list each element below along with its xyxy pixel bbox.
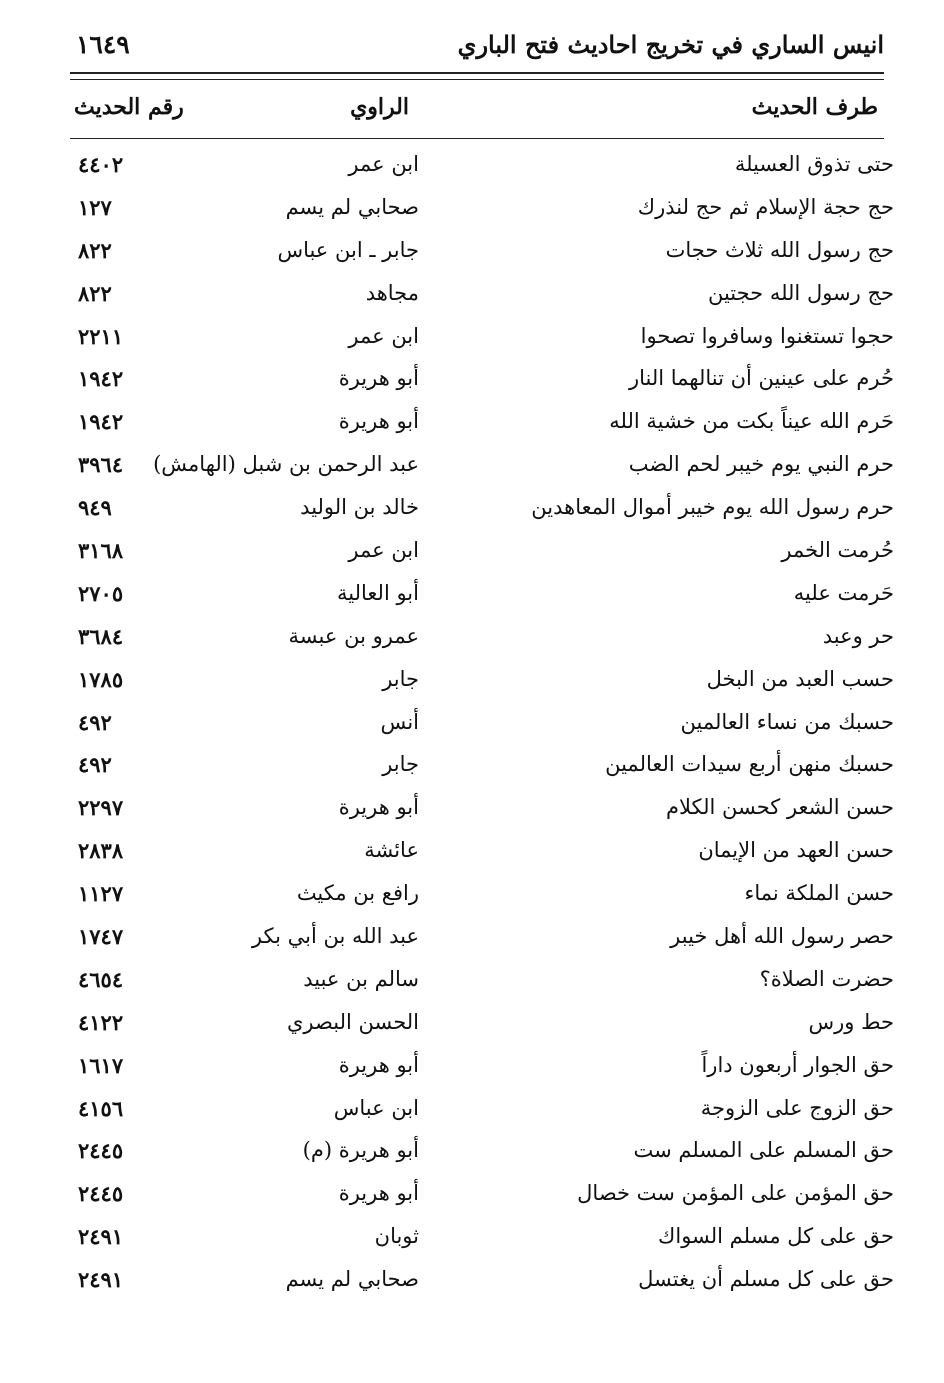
hadith-number: ٤١٢٢ xyxy=(78,1009,124,1035)
table-row xyxy=(70,1004,894,1047)
hadith-number: ٣١٦٨ xyxy=(78,538,124,564)
column-header-narrator: الراوي xyxy=(350,94,409,120)
hadith-number: ٢٧٠٥ xyxy=(78,580,124,606)
hadith-text: حَرمت عليه xyxy=(793,580,894,605)
hadith-number: ٢٢٩٧ xyxy=(78,795,124,821)
table-row xyxy=(70,575,894,618)
narrator-name: أبو هريرة xyxy=(338,1052,419,1077)
header-rule-thin xyxy=(70,79,884,80)
table-row xyxy=(70,661,894,704)
hadith-number: ٤٩٢ xyxy=(78,709,112,735)
hadith-text: حط ورس xyxy=(808,1009,894,1034)
hadith-text: حق المؤمن على المؤمن ست خصال xyxy=(577,1181,894,1206)
hadith-text: حر وعبد xyxy=(822,623,894,648)
table-row xyxy=(70,746,894,789)
hadith-text: حجوا تستغنوا وسافروا تصحوا xyxy=(640,323,894,348)
hadith-number: ٨٢٢ xyxy=(78,237,112,263)
table-row xyxy=(70,1218,894,1261)
table-row xyxy=(70,275,894,318)
hadith-text: حتى تذوق العسيلة xyxy=(734,152,894,176)
hadith-text: حسن الشعر كحسن الكلام xyxy=(665,795,894,820)
table-row xyxy=(70,489,894,532)
narrator-name: أبو العالية xyxy=(337,580,419,605)
hadith-text: حسبك منهن أربع سيدات العالمين xyxy=(605,752,894,777)
narrator-name: مجاهد xyxy=(365,280,419,305)
table-row xyxy=(70,1175,894,1218)
index-table xyxy=(70,146,894,1304)
table-row xyxy=(70,403,894,446)
hadith-number: ٣٦٨٤ xyxy=(78,623,124,649)
narrator-name: خالد بن الوليد xyxy=(300,495,419,520)
hadith-number: ٤١٥٦ xyxy=(78,1095,124,1121)
narrator-name: أبو هريرة xyxy=(338,366,419,391)
table-row xyxy=(70,618,894,661)
hadith-text: حسن العهد من الإيمان xyxy=(698,838,894,863)
narrator-name: ابن عباس xyxy=(333,1095,419,1120)
narrator-name: عائشة xyxy=(364,838,419,863)
narrator-name: عمرو بن عبسة xyxy=(288,623,419,648)
table-row xyxy=(70,360,894,403)
table-row xyxy=(70,704,894,747)
hadith-number: ٢٤٩١ xyxy=(78,1267,124,1293)
narrator-name: عبد الرحمن بن شبل (الهامش) xyxy=(153,452,419,477)
narrator-name: جابر ـ ابن عباس xyxy=(277,237,419,262)
table-row xyxy=(70,1090,894,1133)
narrator-name: ابن عمر xyxy=(348,152,419,176)
column-header-hadith: طرف الحديث xyxy=(751,94,878,120)
table-row xyxy=(70,1132,894,1175)
hadith-text: حضرت الصلاة؟ xyxy=(759,966,894,991)
table-row xyxy=(70,789,894,832)
narrator-name: أبو هريرة xyxy=(338,795,419,820)
hadith-text: حق المسلم على المسلم ست xyxy=(633,1138,894,1163)
table-row xyxy=(70,918,894,961)
hadith-number: ٢٤٤٥ xyxy=(78,1138,124,1164)
hadith-text: حج حجة الإسلام ثم حج لنذرك xyxy=(637,194,894,219)
hadith-number: ١٩٤٢ xyxy=(78,366,124,392)
table-row xyxy=(70,832,894,875)
table-row xyxy=(70,1047,894,1090)
narrator-name: رافع بن مكيث xyxy=(296,881,419,906)
hadith-number: ٢٢١١ xyxy=(78,323,124,349)
narrator-name: الحسن البصري xyxy=(287,1009,419,1034)
narrator-name: جابر xyxy=(382,666,419,691)
column-header-number: رقم الحديث xyxy=(74,94,184,120)
hadith-text: حق الزوج على الزوجة xyxy=(700,1095,894,1120)
hadith-number: ٢٤٩١ xyxy=(78,1224,124,1250)
hadith-text: حرم رسول الله يوم خيبر أموال المعاهدين xyxy=(531,495,894,520)
table-row xyxy=(70,318,894,361)
table-row xyxy=(70,961,894,1004)
column-header-rule xyxy=(70,138,884,139)
hadith-text: حسن الملكة نماء xyxy=(744,881,894,906)
table-row xyxy=(70,1261,894,1304)
table-row xyxy=(70,232,894,275)
narrator-name: أبو هريرة xyxy=(338,1181,419,1206)
hadith-number: ٤٦٥٤ xyxy=(78,966,124,992)
hadith-number: ٩٤٩ xyxy=(78,495,112,521)
narrator-name: أبو هريرة xyxy=(338,409,419,434)
book-title: انيس الساري في تخريج احاديث فتح الباري xyxy=(457,30,884,59)
hadith-text: حق الجوار أربعون داراً xyxy=(701,1052,894,1077)
hadith-number: ٣٩٦٤ xyxy=(78,452,124,478)
narrator-name: ابن عمر xyxy=(348,323,419,348)
narrator-name: صحابي لم يسم xyxy=(285,194,419,219)
hadith-text: حج رسول الله ثلاث حجات xyxy=(665,237,894,262)
hadith-number: ١٩٤٢ xyxy=(78,409,124,435)
hadith-number: ٤٩٢ xyxy=(78,752,112,778)
hadith-number: ١٢٧ xyxy=(78,194,112,220)
hadith-text: حرم النبي يوم خيبر لحم الضب xyxy=(628,452,894,477)
running-header xyxy=(72,30,884,66)
hadith-number: ١٦١٧ xyxy=(78,1052,124,1078)
hadith-text: حَرم الله عيناً بكت من خشية الله xyxy=(609,409,894,434)
narrator-name: ابن عمر xyxy=(348,538,419,563)
table-row xyxy=(70,532,894,575)
hadith-number: ٢٨٣٨ xyxy=(78,838,124,864)
narrator-name: عبد الله بن أبي بكر xyxy=(251,924,419,949)
hadith-text: حُرم على عينين أن تنالهما النار xyxy=(628,366,894,391)
narrator-name: صحابي لم يسم xyxy=(285,1267,419,1292)
table-row xyxy=(70,446,894,489)
hadith-text: حسب العبد من البخل xyxy=(706,666,894,691)
table-row xyxy=(70,875,894,918)
header-rule-thick xyxy=(70,72,884,74)
hadith-number: ١٧٤٧ xyxy=(78,924,124,950)
hadith-number: ٤٤٠٢ xyxy=(78,152,124,177)
hadith-text: حج رسول الله حجتين xyxy=(707,280,894,305)
hadith-text: حق على كل مسلم السواك xyxy=(658,1224,894,1249)
page-number: ١٦٤٩ xyxy=(76,30,130,59)
table-row xyxy=(70,146,894,189)
column-headers xyxy=(70,94,884,128)
narrator-name: جابر xyxy=(382,752,419,777)
hadith-number: ٢٤٤٥ xyxy=(78,1181,124,1207)
hadith-text: حُرمت الخمر xyxy=(781,538,894,563)
hadith-number: ١١٢٧ xyxy=(78,881,124,907)
hadith-text: حسبك من نساء العالمين xyxy=(680,709,894,734)
table-row xyxy=(70,189,894,232)
hadith-text: حصر رسول الله أهل خيبر xyxy=(670,924,894,949)
narrator-name: أبو هريرة (م) xyxy=(302,1138,419,1163)
hadith-number: ٨٢٢ xyxy=(78,280,112,306)
hadith-number: ١٧٨٥ xyxy=(78,666,124,692)
narrator-name: أنس xyxy=(380,709,419,734)
narrator-name: سالم بن عبيد xyxy=(303,966,419,991)
hadith-text: حق على كل مسلم أن يغتسل xyxy=(638,1267,894,1292)
narrator-name: ثوبان xyxy=(374,1224,419,1249)
